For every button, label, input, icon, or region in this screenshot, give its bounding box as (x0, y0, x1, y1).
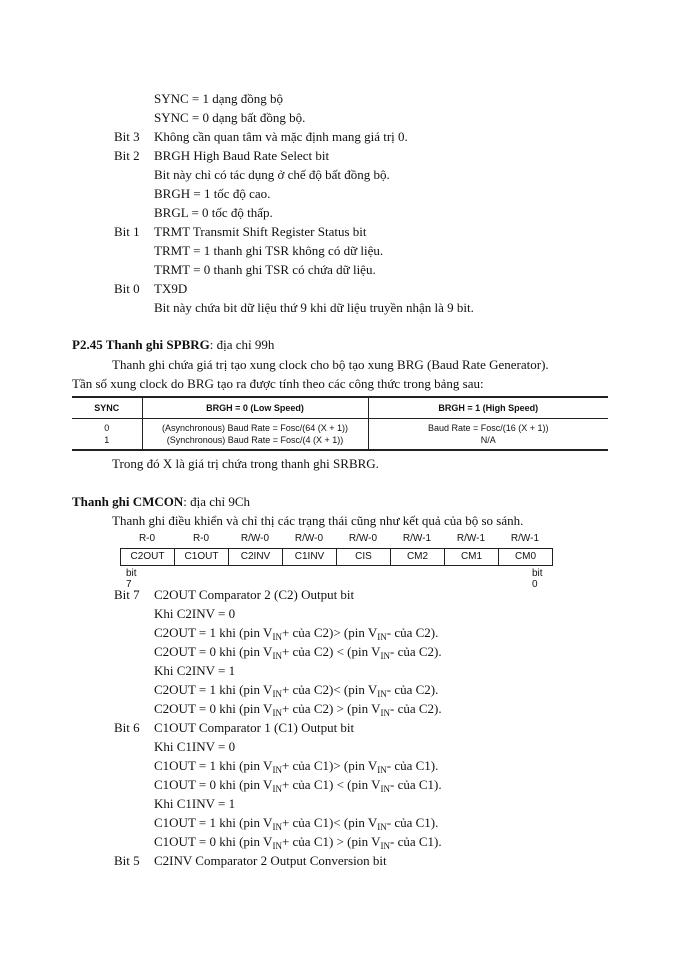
register-bit-cell: C2INV (228, 548, 283, 566)
access-label: R/W-0 (240, 533, 270, 544)
table-cell: N/A (368, 434, 608, 450)
text-run: - của C1). (390, 834, 442, 849)
spbrg-heading-rest: : địa chỉ 99h (209, 337, 275, 352)
spbrg-para2: Tần số xung clock do BRG tạo ra được tính theo các công thức trong bảng sau: (72, 376, 484, 391)
subscript: IN (272, 689, 282, 699)
bit2-title: BRGH High Baud Rate Select bit (154, 148, 330, 163)
access-label: R/W-0 (294, 533, 324, 544)
bit-label: Bit 1 (114, 224, 140, 239)
cmcon-heading (72, 494, 250, 510)
register-bit-cell: CIS (336, 548, 391, 566)
table-cell: 0 (104, 423, 110, 433)
subscript: IN (377, 632, 387, 642)
text-run: - của C2). (390, 701, 442, 716)
bit6-line1 (154, 758, 438, 774)
text-run: C2OUT = 0 khi (pin V (154, 701, 273, 716)
subscript: IN (272, 765, 282, 775)
bit-label: Bit 5 (114, 853, 140, 868)
text-run: - của C2). (390, 644, 442, 659)
table-row (72, 434, 608, 450)
trmt-1-line: TRMT = 1 thanh ghi TSR không có dữ liệu. (154, 243, 384, 258)
table-header-row (72, 397, 608, 419)
bit0-title: TX9D (154, 281, 188, 296)
subscript: IN (380, 841, 391, 851)
access-label: R/W-1 (402, 533, 432, 544)
bit7-cond1: Khi C2INV = 1 (154, 663, 236, 678)
access-label: R-0 (192, 533, 210, 544)
bit7-title: C2OUT Comparator 2 (C2) Output bit (154, 587, 355, 602)
bit-label: Bit 7 (114, 587, 140, 602)
table-cell: 1 (72, 434, 142, 450)
text-run: C1OUT = 0 khi (pin V (154, 777, 273, 792)
table-header: BRGH = 1 (High Speed) (368, 397, 608, 419)
text-run: - của C2). (386, 625, 439, 640)
subscript: IN (380, 784, 391, 794)
trmt-0-line: TRMT = 0 thanh ghi TSR có chứa dữ liệu. (154, 262, 376, 277)
cmcon-heading-bold: Thanh ghi CMCON (72, 494, 184, 509)
text-run: + của C2) < (pin V (281, 644, 381, 659)
text-run: + của C1) > (pin V (281, 834, 381, 849)
register-bit-cell: CM1 (444, 548, 499, 566)
text-run: + của C2) > (pin V (281, 701, 381, 716)
subscript: IN (377, 765, 387, 775)
spbrg-heading-bold: P2.45 Thanh ghi SPBRG (72, 337, 210, 352)
bit3-desc: Không cần quan tâm và mặc định mang giá trị 0. (154, 129, 408, 144)
bit6-title: C1OUT Comparator 1 (C1) Output bit (154, 720, 355, 735)
bit6-cond1: Khi C1INV = 1 (154, 796, 236, 811)
bit7-line2 (154, 644, 442, 660)
bit7-line1 (154, 625, 438, 641)
subscript: IN (272, 708, 282, 718)
text-run: C1OUT = 1 khi (pin V (154, 758, 273, 773)
bit6-cond0: Khi C1INV = 0 (154, 739, 236, 754)
text-run: - của C1). (386, 758, 439, 773)
spbrg-para1: Thanh ghi chứa giá trị tạo xung clock cho bộ tạo xung BRG (Baud Rate Generator). (112, 357, 549, 372)
subscript: IN (272, 632, 282, 642)
text-run: C2OUT = 0 khi (pin V (154, 644, 273, 659)
access-label: R/W-1 (510, 533, 540, 544)
bit2-desc: Bit này chỉ có tác dụng ở chế độ bất đồng bộ. (154, 167, 390, 182)
text-run: + của C2)< (pin V (281, 682, 378, 697)
table-header: BRGH = 0 (Low Speed) (142, 397, 368, 419)
bit7-marker: bit 7 (126, 568, 137, 590)
table-cell: (Synchronous) Baud Rate = Fosc/(4 (X + 1)) (142, 434, 368, 450)
sync-0-line: SYNC = 0 dạng bất đồng bộ. (154, 110, 306, 125)
bit1-title: TRMT Transmit Shift Register Status bit (154, 224, 367, 239)
bit6-line4 (154, 834, 442, 850)
subscript: IN (377, 689, 387, 699)
subscript: IN (272, 841, 282, 851)
subscript: IN (272, 651, 282, 661)
table-cell: Baud Rate = Fosc/(16 (X + 1)) (368, 419, 608, 435)
access-label: R/W-0 (348, 533, 378, 544)
text-run: C2OUT = 1 khi (pin V (154, 682, 273, 697)
access-label: R-0 (138, 533, 156, 544)
table-row (72, 419, 608, 435)
subscript: IN (380, 651, 391, 661)
register-bit-cell: C2OUT (120, 548, 175, 566)
bit7-cond0: Khi C2INV = 0 (154, 606, 236, 621)
bit7-line3 (154, 682, 438, 698)
bit-label: Bit 6 (114, 720, 140, 735)
text-run: + của C1)< (pin V (281, 815, 378, 830)
bit-label: Bit 3 (114, 129, 140, 144)
register-bit-cell: C1OUT (174, 548, 229, 566)
brgl-0-line: BRGL = 0 tốc độ thấp. (154, 205, 273, 220)
bit-label: Bit 2 (114, 148, 140, 163)
bit6-line2 (154, 777, 442, 793)
text-run: C1OUT = 0 khi (pin V (154, 834, 273, 849)
register-bit-cell: C1INV (282, 548, 337, 566)
bit7-line4 (154, 701, 442, 717)
text-run: C2OUT = 1 khi (pin V (154, 625, 273, 640)
bit0-desc: Bit này chứa bit dữ liệu thứ 9 khi dữ liệu truyền nhận là 9 bit. (154, 300, 474, 315)
cmcon-para: Thanh ghi điều khiển và chỉ thị các trạng thái cũng như kết quả của bộ so sánh. (112, 513, 524, 528)
text-run: - của C1). (390, 777, 442, 792)
subscript: IN (380, 708, 391, 718)
subscript: IN (272, 822, 282, 832)
sync-1-line: SYNC = 1 dạng đồng bộ (154, 91, 284, 106)
bit6-line3 (154, 815, 438, 831)
cmcon-heading-rest: : địa chỉ 9Ch (183, 494, 251, 509)
table-cell: (Asynchronous) Baud Rate = Fosc/(64 (X + 1)) (142, 419, 368, 435)
spbrg-note: Trong đó X là giá trị chứa trong thanh ghi SRBRG. (112, 456, 379, 471)
text-run: - của C2). (386, 682, 439, 697)
subscript: IN (377, 822, 387, 832)
text-run: + của C1) < (pin V (281, 777, 381, 792)
table-header: SYNC (72, 397, 142, 419)
brgh-1-line: BRGH = 1 tốc độ cao. (154, 186, 271, 201)
text-run: - của C1). (386, 815, 439, 830)
bit0-marker: bit 0 (532, 568, 543, 590)
text-run: + của C2)> (pin V (281, 625, 378, 640)
text-run: C1OUT = 1 khi (pin V (154, 815, 273, 830)
register-bit-cell: CM2 (390, 548, 445, 566)
access-label: R/W-1 (456, 533, 486, 544)
text-run: + của C1)> (pin V (281, 758, 378, 773)
spbrg-heading (72, 337, 274, 353)
bit-label: Bit 0 (114, 281, 140, 296)
spbrg-formula-table (72, 396, 608, 451)
bit5-title: C2INV Comparator 2 Output Conversion bit (154, 853, 387, 868)
register-bit-cell: CM0 (498, 548, 553, 566)
subscript: IN (272, 784, 282, 794)
